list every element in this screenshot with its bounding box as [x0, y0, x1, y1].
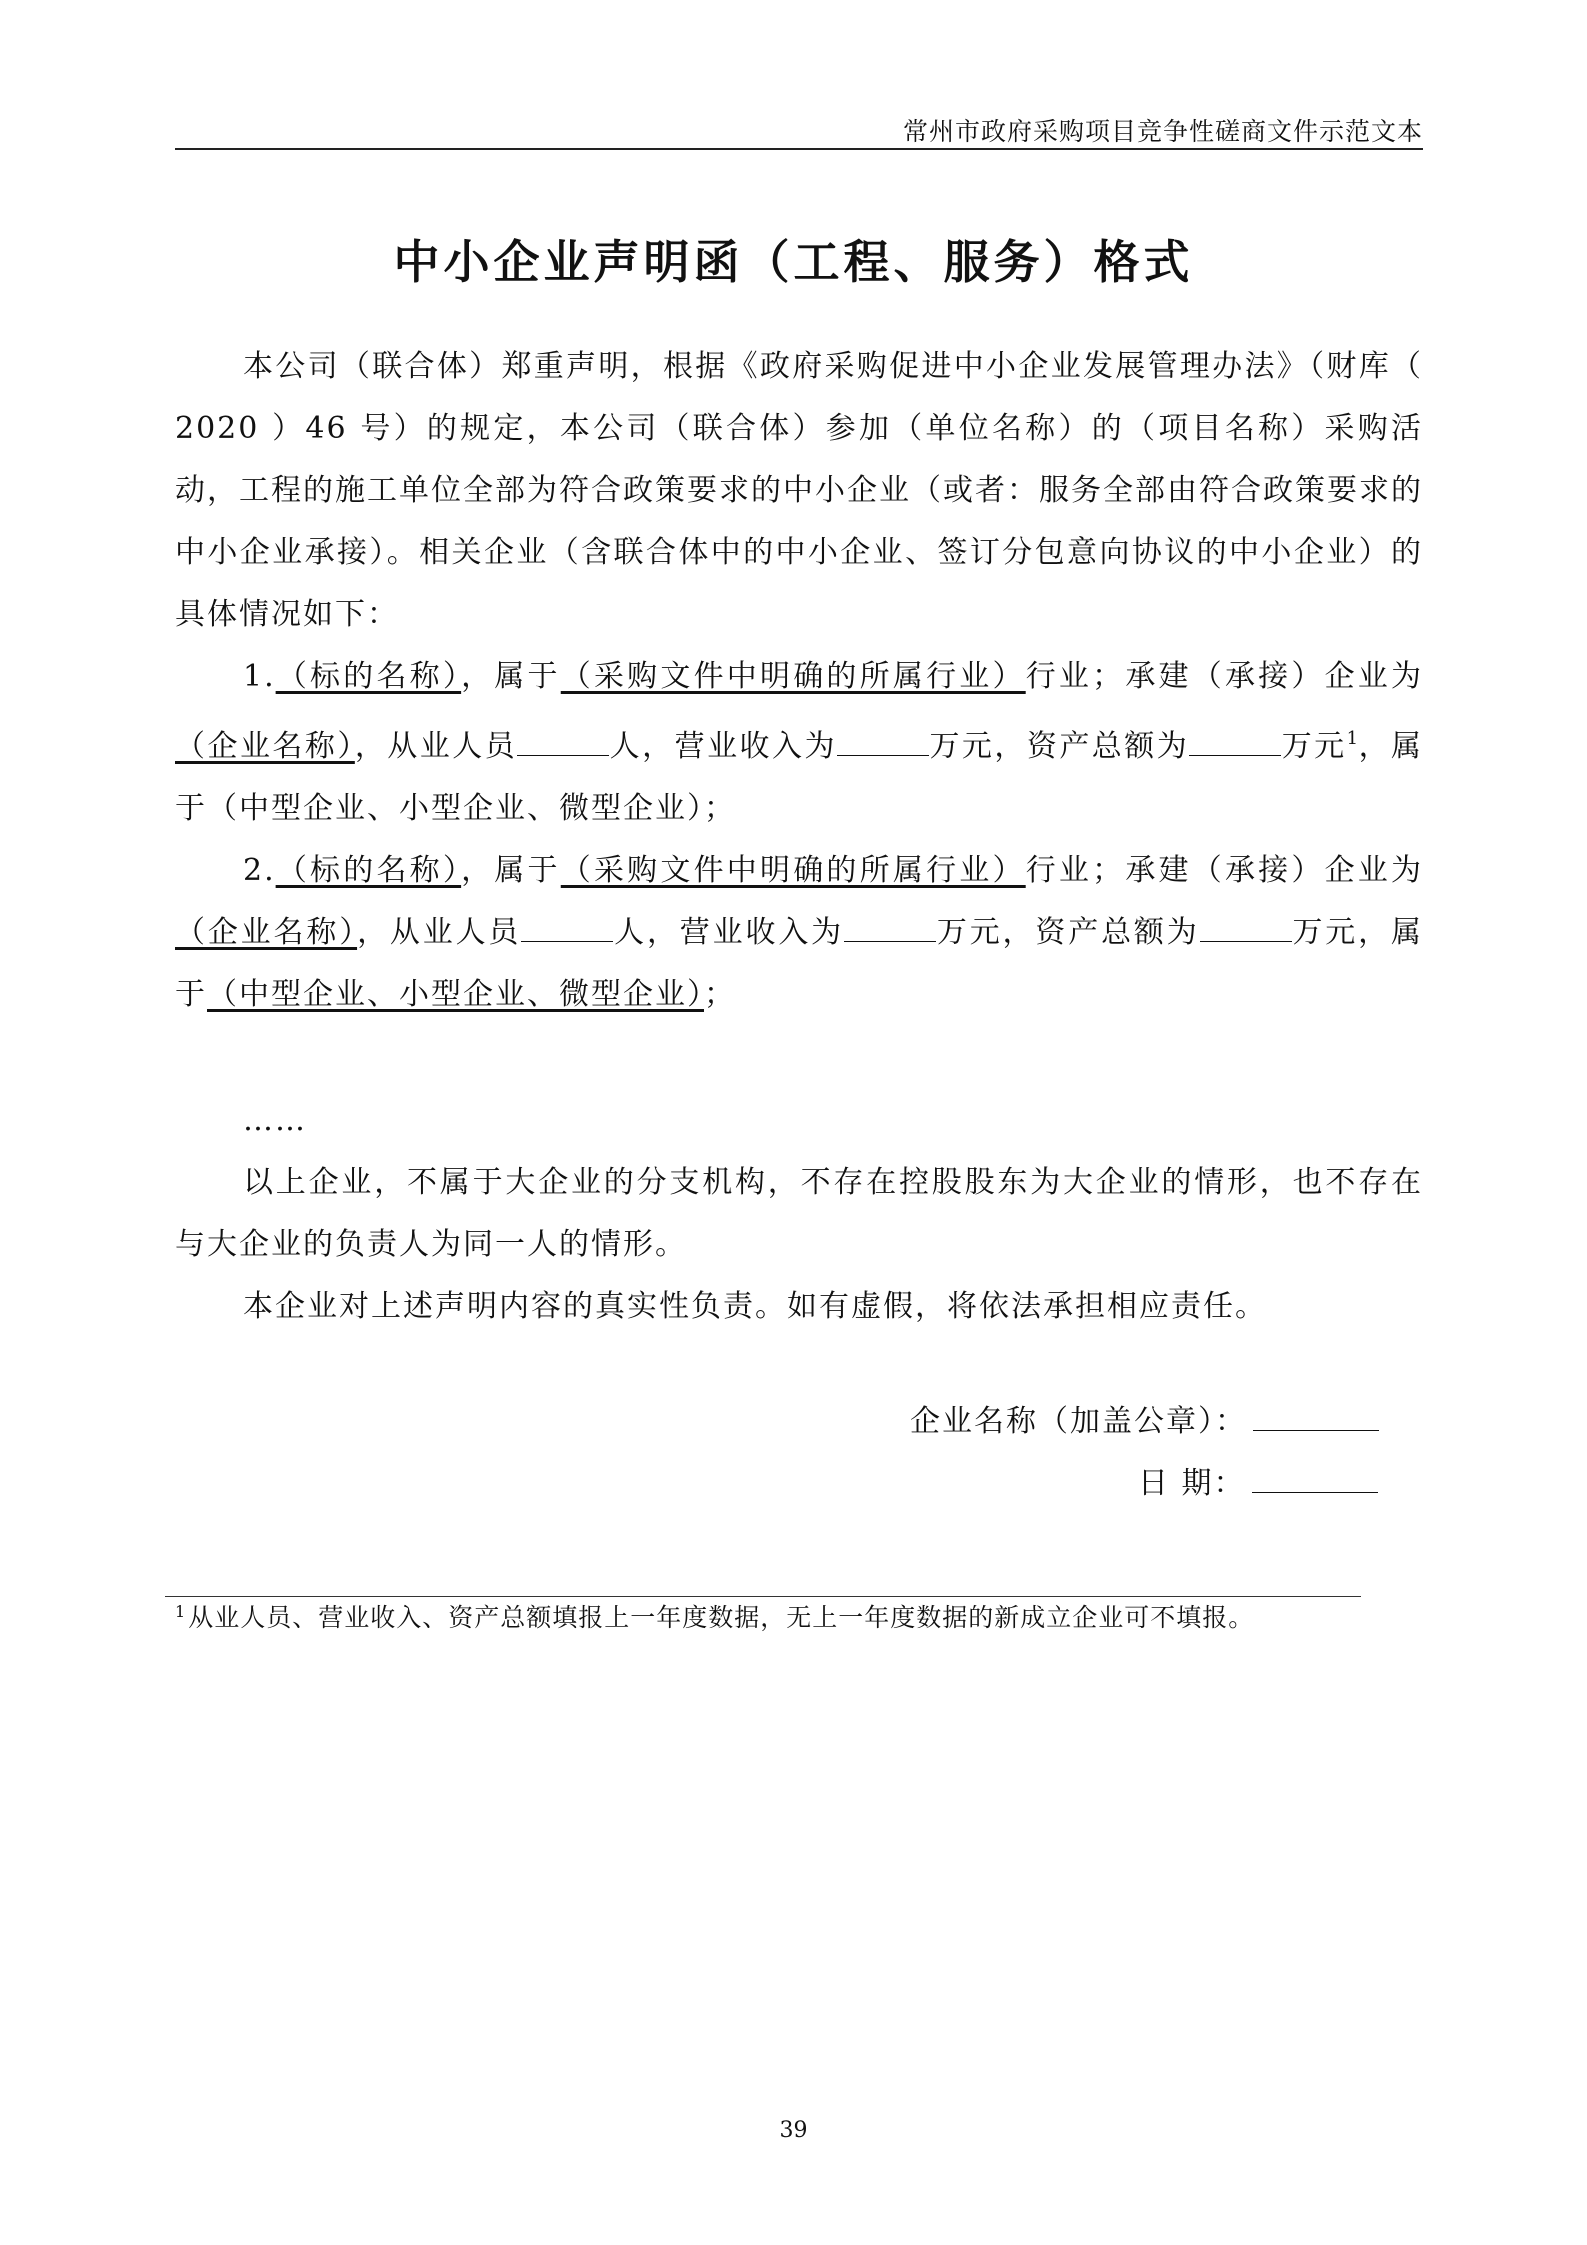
signature-date-label: 日 期： — [1138, 1466, 1246, 1501]
item-2-size-prefix: 属于 — [175, 915, 1423, 1012]
item-1-industry: （采购文件中明确的所属行业） — [560, 659, 1026, 694]
item-1-assets-unit: 万元 — [1281, 729, 1347, 764]
item-1-staff-blank[interactable] — [517, 731, 609, 756]
item-2-end: ； — [704, 977, 736, 1012]
signature-company-row — [910, 1396, 1379, 1440]
signature-company-blank[interactable] — [1253, 1404, 1379, 1431]
item-2-paragraph — [175, 840, 1423, 1026]
statement-responsibility: 本企业对上述声明内容的真实性负责。如有虚假，将依法承担相应责任。 — [243, 1289, 1267, 1324]
item-2-staff-label: ，从业人员 — [357, 915, 522, 950]
item-2-subject: （标的名称） — [275, 853, 462, 888]
item-2-revenue-unit: 万元，资产总额为 — [936, 915, 1200, 950]
item-1-size-prefix: ，属于 — [175, 729, 1424, 826]
item-2-staff-blank[interactable] — [521, 917, 613, 942]
footnote-text: 从业人员、营业收入、资产总额填报上一年度数据，无上一年度数据的新成立企业可不填报。 — [188, 1603, 1255, 1632]
declaration-body — [175, 336, 1423, 1026]
ellipsis: …… — [243, 1103, 307, 1138]
intro-paragraph: 本公司（联合体）郑重声明，根据《政府采购促进中小企业发展管理办法》（财库（ 2020 ）46 号）的规定，本公司（联合体）参加（单位名称）的（项目名称）采购活动，工程的施工单位全部为符合政策要求的中小企业（或者：服务全部由符合政策要求的中小企业承接）。相关企业（含联合体中的中小企业、签订分包意向协议的中小企业）的具体情况如下： — [175, 349, 1423, 632]
declaration-closing — [175, 1090, 1423, 1338]
item-1-staff-label: ，从业人员 — [354, 729, 518, 764]
footnote-mark: 1 — [175, 1602, 187, 1621]
item-1-staff-unit: 人，营业收入为 — [609, 729, 837, 764]
item-2-number: 2. — [243, 853, 276, 888]
item-1-size: （中型企业、小型企业、微型企业） — [207, 791, 704, 826]
item-1-revenue-unit: 万元，资产总额为 — [928, 729, 1190, 764]
item-2-company: （企业名称） — [175, 915, 358, 950]
item-2-belong-label: ，属于 — [461, 853, 561, 888]
running-header: 常州市政府采购项目竞争性磋商文件示范文本 — [902, 117, 1423, 146]
item-1-number: 1. — [243, 659, 276, 694]
item-1-paragraph — [175, 646, 1423, 840]
footnote-reference: 1 — [1346, 728, 1359, 749]
item-1-subject: （标的名称） — [275, 659, 462, 694]
signature-date-blank[interactable] — [1252, 1466, 1378, 1493]
page-number: 39 — [779, 2118, 808, 2143]
item-2-size: （中型企业、小型企业、微型企业） — [207, 977, 704, 1012]
item-2-assets-blank[interactable] — [1200, 917, 1292, 942]
statement-independence: 以上企业，不属于大企业的分支机构，不存在控股股东为大企业的情形，也不存在与大企业的负责人为同一人的情形。 — [175, 1165, 1423, 1262]
page-title: 中小企业声明函（工程、服务）格式 — [393, 235, 1194, 289]
item-2-industry-suffix: 行业；承建（承接）企业为 — [1025, 853, 1424, 888]
signature-company-label: 企业名称（加盖公章）： — [910, 1404, 1247, 1439]
item-1-end: ； — [704, 791, 736, 826]
footnote-rule — [165, 1596, 1361, 1597]
item-1-company: （企业名称） — [175, 729, 355, 764]
item-2-industry: （采购文件中明确的所属行业） — [560, 853, 1026, 888]
signature-date-row — [1138, 1458, 1378, 1502]
item-2-assets-unit: 万元， — [1291, 915, 1391, 950]
item-1-industry-suffix: 行业；承建（承接）企业为 — [1025, 659, 1424, 694]
item-1-belong-label: ，属于 — [461, 659, 561, 694]
footnote — [175, 1598, 1254, 1634]
item-1-revenue-blank[interactable] — [837, 731, 929, 756]
item-2-staff-unit: 人，营业收入为 — [613, 915, 845, 950]
header-rule — [175, 148, 1423, 150]
item-2-revenue-blank[interactable] — [844, 917, 936, 942]
item-1-assets-blank[interactable] — [1189, 731, 1281, 756]
